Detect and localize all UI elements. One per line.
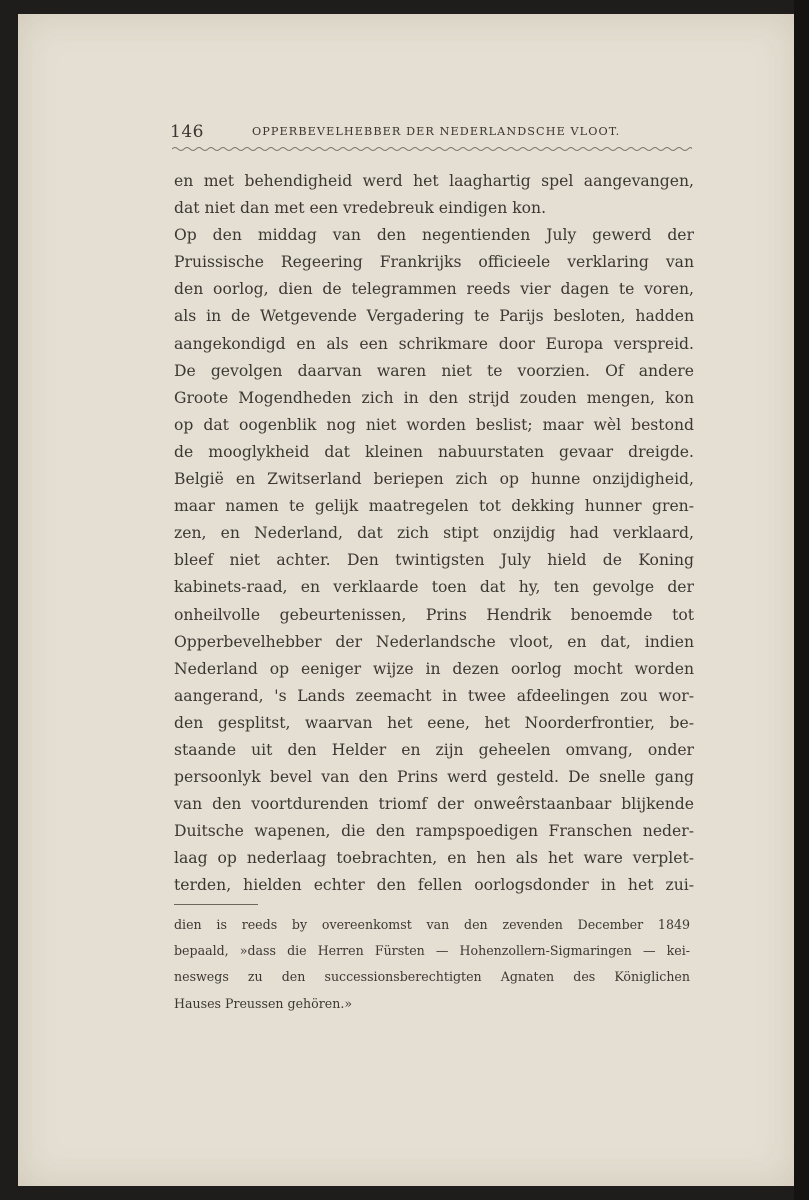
body-line: staande uit den Helder en zijn geheelen omvang, onder (174, 740, 694, 759)
body-line: den gesplitst, waarvan het eene, het Noorderfrontier, be- (174, 713, 694, 732)
body-line: den oorlog, dien de telegrammen reeds vier dagen te voren, (174, 280, 694, 299)
body-line: aangekondigd en als een schrikmare door Europa verspreid. (174, 334, 694, 353)
body-line: Op den middag van den negentienden July gewerd der (174, 226, 694, 245)
body-line: Groote Mogendheden zich in den strijd zouden mengen, kon (174, 388, 694, 407)
body-line: kabinets-raad, en verklaarde toen dat hy, ten gevolge der (174, 578, 694, 597)
body-line: van den voortdurenden triomf der onweêrstaanbaar blijkende (174, 795, 694, 814)
body-line: als in de Wetgevende Vergadering te Parijs besloten, hadden (174, 307, 694, 326)
body-line: Pruissische Regeering Frankrijks officieele verklaring van (174, 253, 694, 272)
body-line: België en Zwitserland beriepen zich op hunne onzijdigheid, (174, 470, 694, 489)
body-line: terden, hielden echter den fellen oorlogsdonder in het zui- (174, 876, 694, 895)
body-line: Duitsche wapenen, die den rampspoedigen Franschen neder- (174, 822, 694, 841)
body-line: laag op nederlaag toebrachten, en hen als het ware verplet- (174, 849, 694, 868)
running-title: OPPERBEVELHEBBER DER NEDERLANDSCHE VLOOT. (252, 125, 621, 138)
body-line: Nederland op eeniger wijze in dezen oorlog mocht worden (174, 659, 694, 678)
body-line: en met behendigheid werd het laaghartig spel aangevangen, (174, 172, 694, 190)
body-line: op dat oogenblik nog niet worden beslist; maar wèl bestond (174, 415, 694, 434)
body-line: zen, en Nederland, dat zich stipt onzijdig had verklaard, (174, 524, 694, 543)
scan-edge (794, 0, 809, 1200)
body-line: dat niet dan met een vredebreuk eindigen kon. (174, 199, 547, 218)
body-line: onheilvolle gebeurtenissen, Prins Hendrik benoemde tot (174, 605, 694, 624)
body-line: persoonlyk bevel van den Prins werd gesteld. De snelle gang (174, 768, 694, 787)
header-wavy-rule (172, 146, 692, 152)
body-text (174, 168, 694, 900)
body-line: Opperbevelhebber der Nederlandsche vloot, en dat, indien (174, 632, 694, 651)
body-line: de mooglykheid dat kleinen nabuurstaten gevaar dreigde. (174, 442, 694, 461)
footnote-line: neswegs zu den successionsberechtigten Agnaten des Königlichen (174, 969, 690, 985)
footnote-line: bepaald, »dass die Herren Fürsten — Hohenzollern-Sigmaringen — kei- (174, 943, 690, 959)
page-number: 146 (170, 122, 204, 142)
footnote (174, 912, 690, 1017)
footnote-rule (174, 904, 258, 905)
body-line: aangerand, 's Lands zeemacht in twee afdeelingen zou wor- (174, 686, 694, 705)
page-header (170, 122, 690, 144)
body-line: De gevolgen daarvan waren niet te voorzien. Of andere (174, 361, 694, 380)
body-line: maar namen te gelijk maatregelen tot dekking hunner gren- (174, 497, 694, 516)
footnote-line: Hauses Preussen gehören.» (174, 995, 353, 1011)
body-line: bleef niet achter. Den twintigsten July hield de Koning (174, 551, 694, 570)
footnote-line: dien is reeds by overeenkomst van den zevenden December 1849 (174, 917, 690, 932)
